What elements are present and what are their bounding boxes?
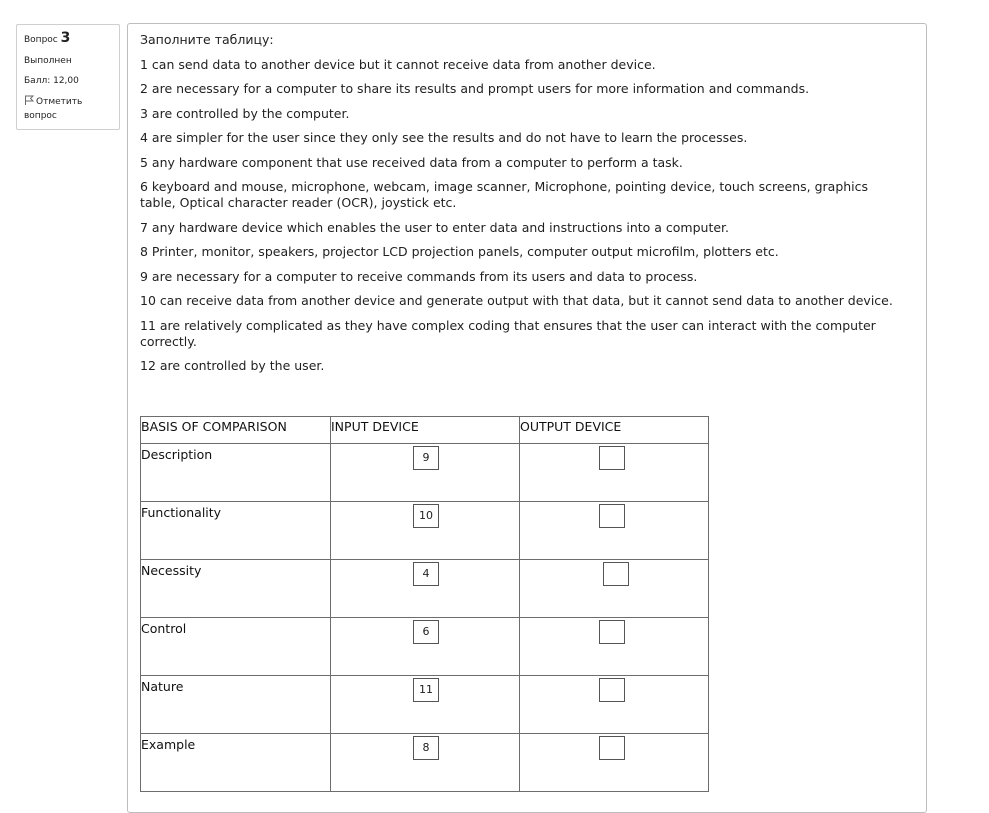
output-answer-box[interactable] — [599, 736, 625, 760]
header-output-device: OUTPUT DEVICE — [520, 417, 709, 444]
table-row — [141, 618, 709, 676]
question-number-value: 3 — [60, 30, 71, 46]
option-item: 11 are relatively complicated as they have complex coding that ensures that the user can interact with the computer correctly. — [140, 317, 876, 349]
option-item: 2 are necessary for a computer to share its results and prompt users for more information and commands. — [140, 81, 810, 96]
option-item: 7 any hardware device which enables the user to enter data and instructions into a computer. — [140, 219, 730, 235]
output-answer-box[interactable] — [599, 446, 625, 470]
row-label: Nature — [141, 676, 331, 734]
question-status: Выполнен — [24, 56, 72, 66]
input-answer-box[interactable]: 10 — [413, 504, 439, 528]
option-item: 6 keyboard and mouse, microphone, webcam, image scanner, Microphone, pointing device, touch screens, graphics table, Optical character reader (OCR), joystick etc. — [140, 179, 869, 210]
option-item: 9 are necessary for a computer to receive commands from its users and data to process. — [140, 268, 698, 284]
header-input-device: INPUT DEVICE — [331, 417, 520, 444]
comparison-table — [140, 416, 709, 792]
flag-label: Отметить — [36, 97, 83, 107]
row-label: Necessity — [141, 560, 331, 618]
output-answer-box[interactable] — [599, 504, 625, 528]
question-prompt: Заполните таблицу: — [140, 32, 274, 47]
row-label: Example — [141, 734, 331, 792]
input-answer-box[interactable]: 8 — [413, 736, 439, 760]
option-item: 3 are controlled by the computer. — [140, 105, 350, 121]
question-label: Вопрос — [24, 35, 58, 45]
option-item: 5 any hardware component that use received data from a computer to perform a task. — [140, 154, 683, 170]
flag-label-2: вопрос — [24, 111, 57, 121]
question-text — [140, 32, 900, 383]
question-score: Балл: 12,00 — [24, 76, 79, 86]
header-basis: BASIS OF COMPARISON — [141, 417, 331, 444]
row-label: Functionality — [141, 502, 331, 560]
table-row — [141, 734, 709, 792]
question-number — [24, 31, 119, 47]
flag-question-button[interactable] — [24, 95, 119, 123]
table-header-row — [141, 417, 709, 444]
input-answer-box[interactable]: 6 — [413, 620, 439, 644]
input-answer-box[interactable]: 4 — [413, 562, 439, 586]
output-answer-box[interactable] — [603, 562, 629, 586]
question-info-panel — [16, 24, 120, 130]
option-item: 10 can receive data from another device and generate output with that data, but it cannot send data to another device. — [140, 293, 893, 308]
option-item: 12 are controlled by the user. — [140, 358, 325, 373]
row-label: Control — [141, 618, 331, 676]
option-item: 4 are simpler for the user since they only see the results and do not have to learn the processes. — [140, 130, 748, 145]
option-item: 1 can send data to another device but it cannot receive data from another device. — [140, 56, 656, 72]
input-answer-box[interactable]: 9 — [413, 446, 439, 470]
option-item: 8 Printer, monitor, speakers, projector LCD projection panels, computer output microfilm, plotters etc. — [140, 244, 779, 259]
row-label: Description — [141, 444, 331, 502]
table-row — [141, 444, 709, 502]
table-row — [141, 676, 709, 734]
output-answer-box[interactable] — [599, 620, 625, 644]
table-row — [141, 502, 709, 560]
output-answer-box[interactable] — [599, 678, 625, 702]
flag-icon — [24, 95, 34, 105]
input-answer-box[interactable]: 11 — [413, 678, 439, 702]
table-row — [141, 560, 709, 618]
